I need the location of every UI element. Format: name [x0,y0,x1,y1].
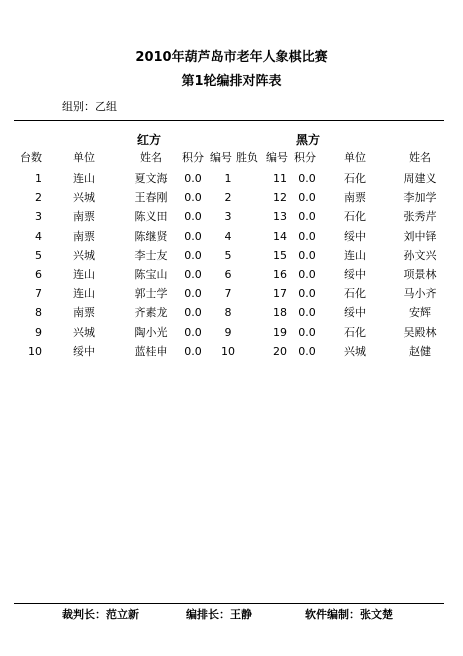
column-header: 单位 [73,151,95,164]
table-row-red-score: 0.0 [184,249,202,262]
table-row-black-id: 16 [273,268,287,281]
table-row-black-id: 11 [273,172,287,185]
table-row-black-score: 0.0 [298,345,316,358]
footer-software: 软件编制：张文楚 [305,608,393,621]
table-row-red-score: 0.0 [184,345,202,358]
red-side-label: 红方 [137,133,162,147]
table-row-black-unit: 石化 [344,210,366,223]
table-row-black-name: 马小齐 [403,287,437,300]
table-row-red-score: 0.0 [184,268,202,281]
table-row-black-unit: 南票 [344,191,366,204]
table-row-black-name: 孙文兴 [403,249,437,262]
column-header: 编号 [266,151,288,164]
table-row-black-name: 吴殿林 [403,326,437,339]
table-row-red-unit: 南票 [73,306,95,319]
table-row-black-name: 李加学 [403,191,437,204]
table-row-black-score: 0.0 [298,249,316,262]
column-header: 单位 [344,151,366,164]
table-row-red-id: 1 [224,172,232,185]
table-row-red-id: 3 [224,210,232,223]
table-row-red-score: 0.0 [184,191,202,204]
column-header: 姓名 [140,151,162,164]
table-row-red-score: 0.0 [184,287,202,300]
table-row-red-score: 0.0 [184,210,202,223]
table-row-table-no: 2 [35,191,42,204]
table-row-table-no: 4 [35,230,42,243]
column-header: 积分 [182,151,204,164]
table-row-black-score: 0.0 [298,287,316,300]
table-row-black-id: 15 [273,249,287,262]
table-row-black-id: 14 [273,230,287,243]
table-row-table-no: 5 [35,249,42,262]
table-row-red-id: 4 [224,230,232,243]
table-row-black-name: 项景林 [403,268,437,281]
table-row-red-id: 8 [224,306,232,319]
table-row-black-score: 0.0 [298,326,316,339]
table-row-red-unit: 南票 [73,230,95,243]
table-row-black-id: 13 [273,210,287,223]
table-row-red-unit: 兴城 [73,191,95,204]
black-side-label: 黑方 [296,133,321,147]
table-row-red-id: 5 [224,249,232,262]
table-row-black-name: 张秀芹 [403,210,437,223]
table-row-table-no: 3 [35,210,42,223]
table-row-red-score: 0.0 [184,172,202,185]
table-row-red-name: 齐素龙 [134,306,168,319]
table-row-red-name: 郭士学 [134,287,168,300]
footer-referee: 裁判长：范立新 [62,608,139,621]
table-row-black-id: 18 [273,306,287,319]
table-row-red-unit: 连山 [73,172,95,185]
table-row-black-score: 0.0 [298,172,316,185]
table-row-black-unit: 石化 [344,287,366,300]
table-row-table-no: 8 [35,306,42,319]
table-row-black-unit: 石化 [344,326,366,339]
table-row-black-score: 0.0 [298,268,316,281]
table-row-black-name: 刘中铎 [403,230,437,243]
table-row-red-name: 王春刚 [134,191,168,204]
table-row-black-score: 0.0 [298,306,316,319]
table-row-red-score: 0.0 [184,230,202,243]
table-row-black-id: 17 [273,287,287,300]
column-header: 姓名 [409,151,431,164]
table-row-black-id: 12 [273,191,287,204]
column-header: 胜负 [236,151,258,164]
table-row-table-no: 7 [35,287,42,300]
column-header: 台数 [20,151,42,164]
table-row-black-unit: 绥中 [344,230,366,243]
table-row-table-no: 9 [35,326,42,339]
table-row-black-unit: 兴城 [344,345,366,358]
table-row-red-unit: 兴城 [73,326,95,339]
table-row-red-name: 蓝桂申 [134,345,168,358]
table-row-red-unit: 连山 [73,287,95,300]
table-row-red-name: 李士友 [134,249,168,262]
table-row-black-name: 周建义 [403,172,437,185]
table-row-red-name: 陶小光 [134,326,168,339]
bottom-divider [14,603,444,604]
table-row-black-unit: 绥中 [344,268,366,281]
table-row-red-unit: 兴城 [73,249,95,262]
table-row-red-unit: 南票 [73,210,95,223]
footer-arranger: 编排长：王静 [186,608,252,621]
group-label: 组别：乙组 [62,100,117,113]
table-row-red-id: 9 [224,326,232,339]
table-row-black-id: 20 [273,345,287,358]
table-row-red-name: 陈宝山 [134,268,168,281]
table-row-black-score: 0.0 [298,210,316,223]
table-row-red-id: 2 [224,191,232,204]
table-row-black-id: 19 [273,326,287,339]
table-row-red-id: 7 [224,287,232,300]
table-row-red-unit: 连山 [73,268,95,281]
table-row-table-no: 1 [35,172,42,185]
table-row-red-unit: 绥中 [73,345,95,358]
table-row-red-score: 0.0 [184,326,202,339]
table-row-black-unit: 绥中 [344,306,366,319]
table-row-red-score: 0.0 [184,306,202,319]
table-row-red-name: 夏文海 [134,172,168,185]
table-row-black-name: 安辉 [409,306,431,319]
table-row-black-unit: 石化 [344,172,366,185]
table-row-red-name: 陈义田 [134,210,168,223]
column-header: 积分 [294,151,316,164]
table-row-red-name: 陈继贤 [134,230,168,243]
round-subtitle: 第1轮编排对阵表 [181,74,282,89]
table-row-table-no: 6 [35,268,42,281]
table-row-table-no: 10 [28,345,42,358]
table-row-black-score: 0.0 [298,230,316,243]
table-row-black-score: 0.0 [298,191,316,204]
table-row-black-unit: 连山 [344,249,366,262]
table-row-black-name: 赵健 [409,345,431,358]
column-header: 编号 [210,151,232,164]
tournament-title: 2010年葫芦岛市老年人象棋比赛 [135,50,328,65]
table-row-red-id: 10 [221,345,235,358]
table-row-red-id: 6 [224,268,232,281]
